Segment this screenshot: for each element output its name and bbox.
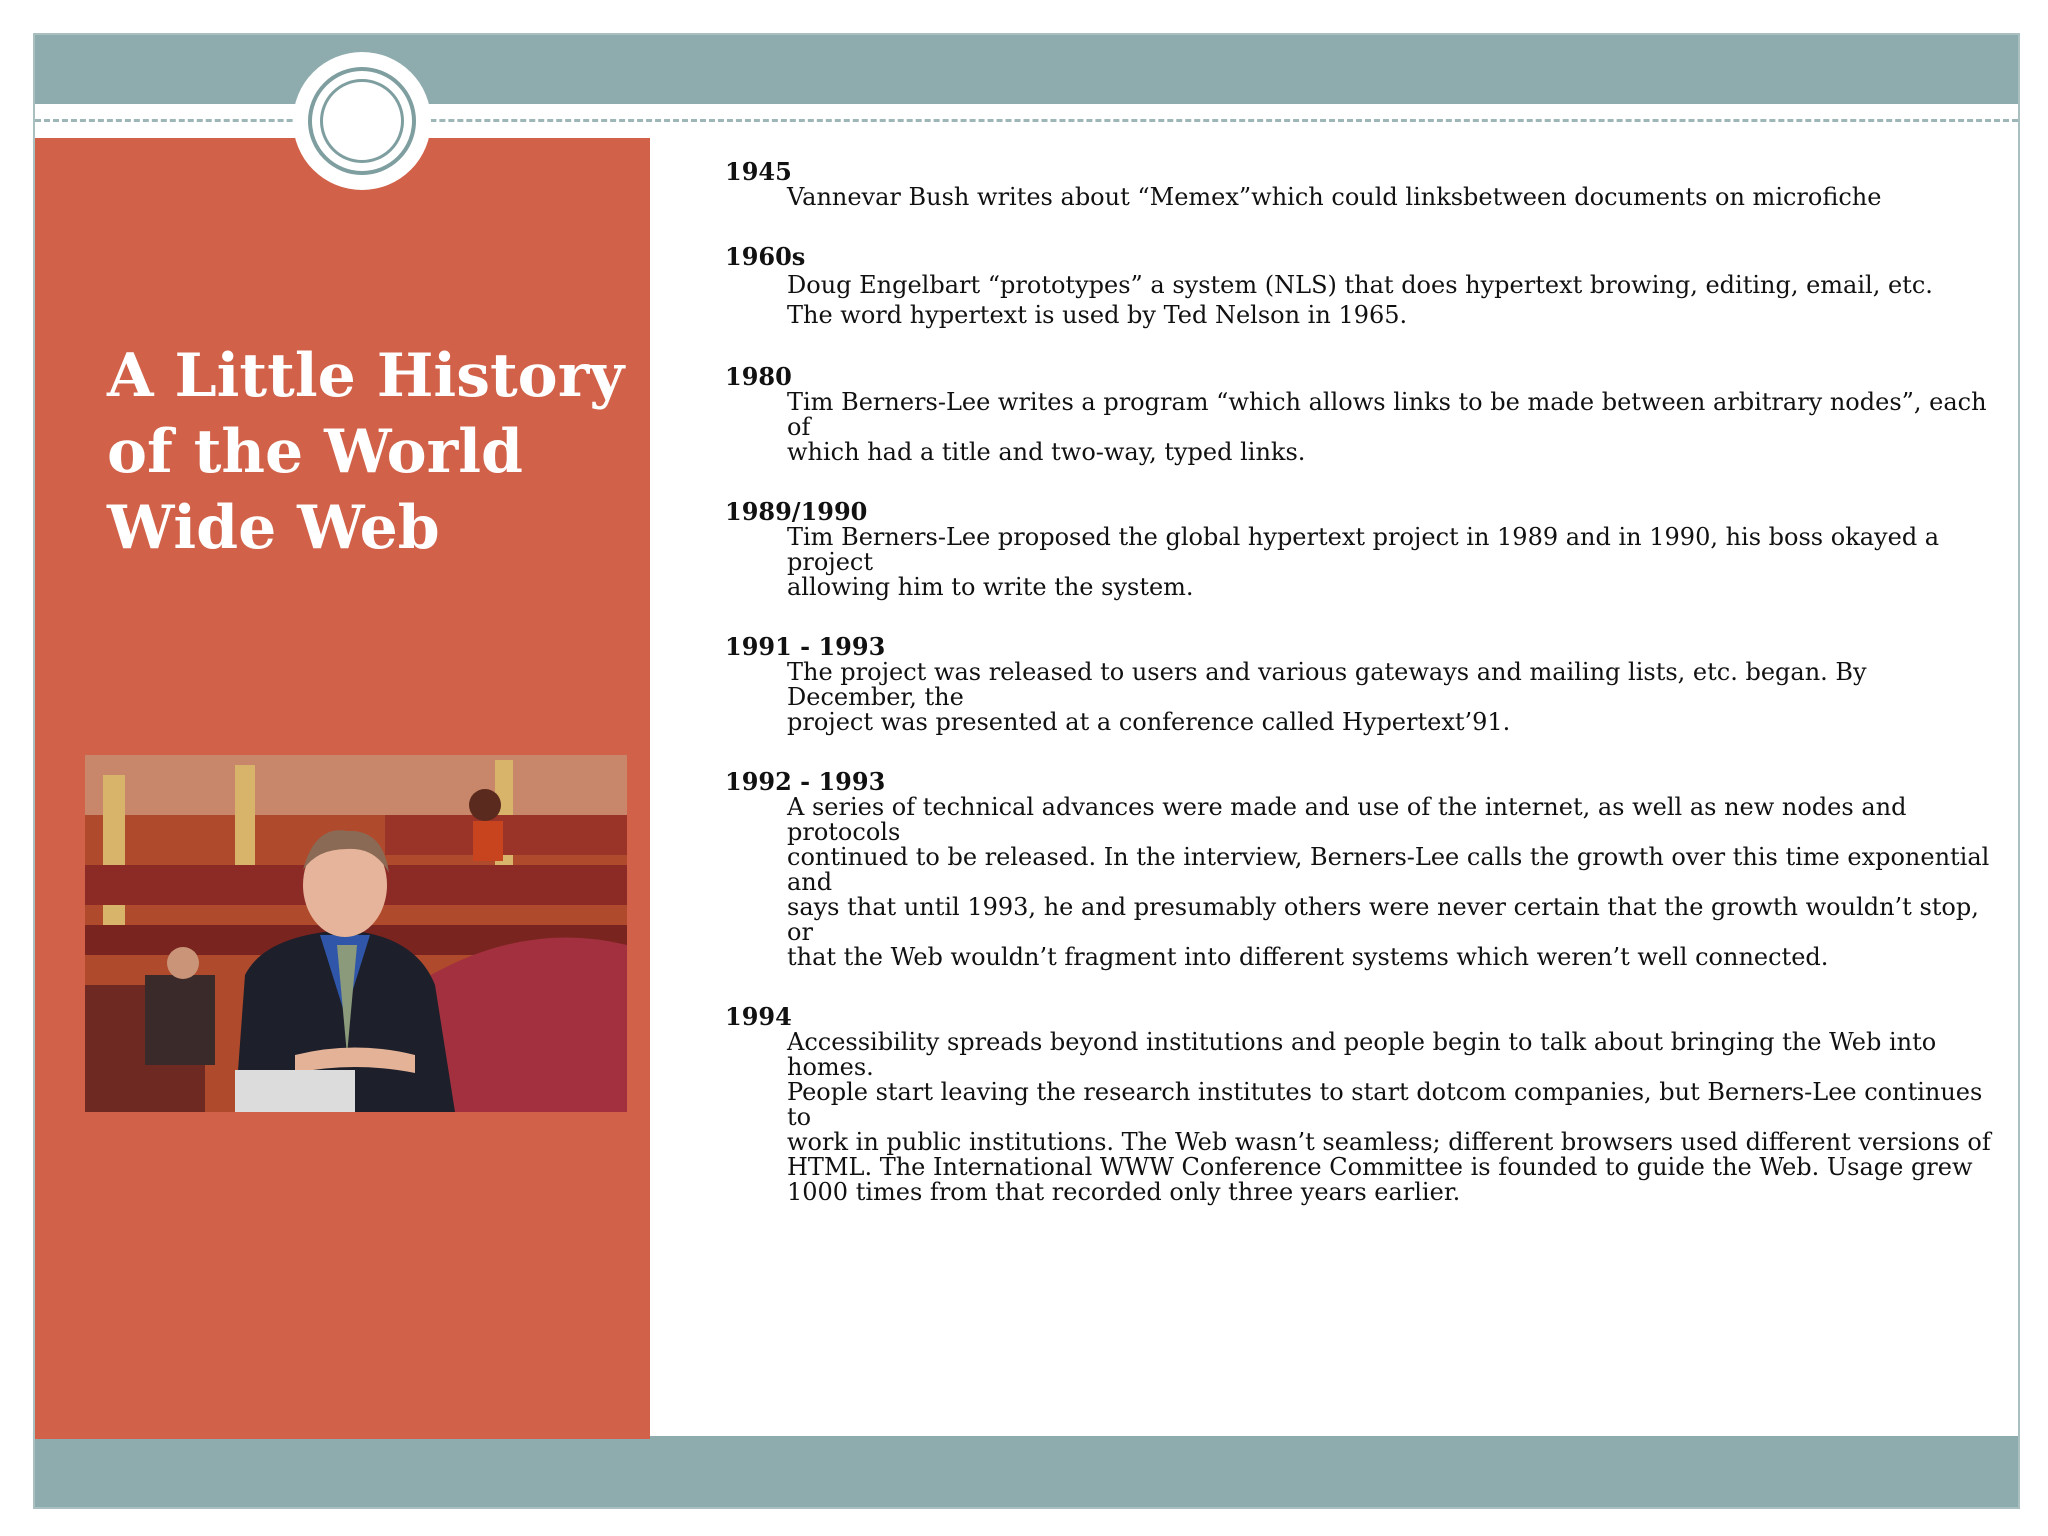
entry-line: allowing him to write the system. xyxy=(787,573,1194,601)
decorative-badge-icon xyxy=(293,52,431,190)
entry-line: continued to be released. In the interview, Berners-Lee calls the growth over this time exponential and xyxy=(787,843,1990,896)
entry-line: Tim Berners-Lee proposed the global hypertext project in 1989 and in 1990, his boss okayed a project xyxy=(787,523,1940,576)
slide-title: A Little History of the World Wide Web xyxy=(107,341,625,563)
entry-year: 1991 - 1993 xyxy=(725,632,886,661)
entry-line: which had a title and two-way, typed links. xyxy=(787,438,1306,466)
timeline-entry xyxy=(725,1004,1995,1205)
entry-line: project was presented at a conference called Hypertext’91. xyxy=(787,708,1511,736)
entry-line: work in public institutions. The Web wasn’t seamless; different browsers used different versions of xyxy=(787,1128,1991,1156)
entry-line: that the Web wouldn’t fragment into different systems which weren’t well connected. xyxy=(787,943,1829,971)
entry-year: 1945 xyxy=(725,157,792,186)
timeline xyxy=(725,159,1995,1205)
timeline-entry xyxy=(725,159,1995,210)
entry-year: 1980 xyxy=(725,362,792,391)
entry-line: 1000 times from that recorded only three years earlier. xyxy=(787,1178,1461,1206)
entry-line: HTML. The International WWW Conference Committee is founded to guide the Web. Usage grew xyxy=(787,1153,1973,1181)
entry-line: The project was released to users and various gateways and mailing lists, etc. began. By December, the xyxy=(787,658,1867,711)
timeline-entry xyxy=(725,769,1995,970)
timeline-entry xyxy=(725,499,1995,600)
entry-year: 1960s xyxy=(725,242,806,271)
entry-line: Accessibility spreads beyond institutions and people begin to talk about bringing the Web into homes. xyxy=(787,1028,1937,1081)
entry-line: People start leaving the research institutes to start dotcom companies, but Berners-Lee continues to xyxy=(787,1078,1983,1131)
timeline-entry xyxy=(725,634,1995,735)
portrait-photo xyxy=(85,755,627,1112)
entry-line: Tim Berners-Lee writes a program “which allows links to be made between arbitrary nodes”, each of xyxy=(787,388,1987,441)
slide xyxy=(33,33,2020,1509)
title-panel xyxy=(35,138,650,1439)
bottom-band xyxy=(35,1436,2018,1507)
photo-illustration xyxy=(85,755,627,1112)
entry-year: 1992 - 1993 xyxy=(725,767,886,796)
entry-year: 1989/1990 xyxy=(725,497,868,526)
entry-line: Vannevar Bush writes about “Memex”which could linksbetween documents on microfiche xyxy=(787,183,1882,211)
entry-line: Doug Engelbart “prototypes” a system (NLS) that does hypertext browing, editing, email, etc. xyxy=(787,271,1933,299)
entry-line: A series of technical advances were made and use of the internet, as well as new nodes and protocols xyxy=(787,793,1907,846)
entry-line: The word hypertext is used by Ted Nelson in 1965. xyxy=(787,301,1408,329)
entry-year: 1994 xyxy=(725,1002,792,1031)
entry-line: says that until 1993, he and presumably others were never certain that the growth wouldn’t stop, or xyxy=(787,893,1979,946)
timeline-entry xyxy=(725,244,1995,330)
timeline-entry xyxy=(725,364,1995,465)
